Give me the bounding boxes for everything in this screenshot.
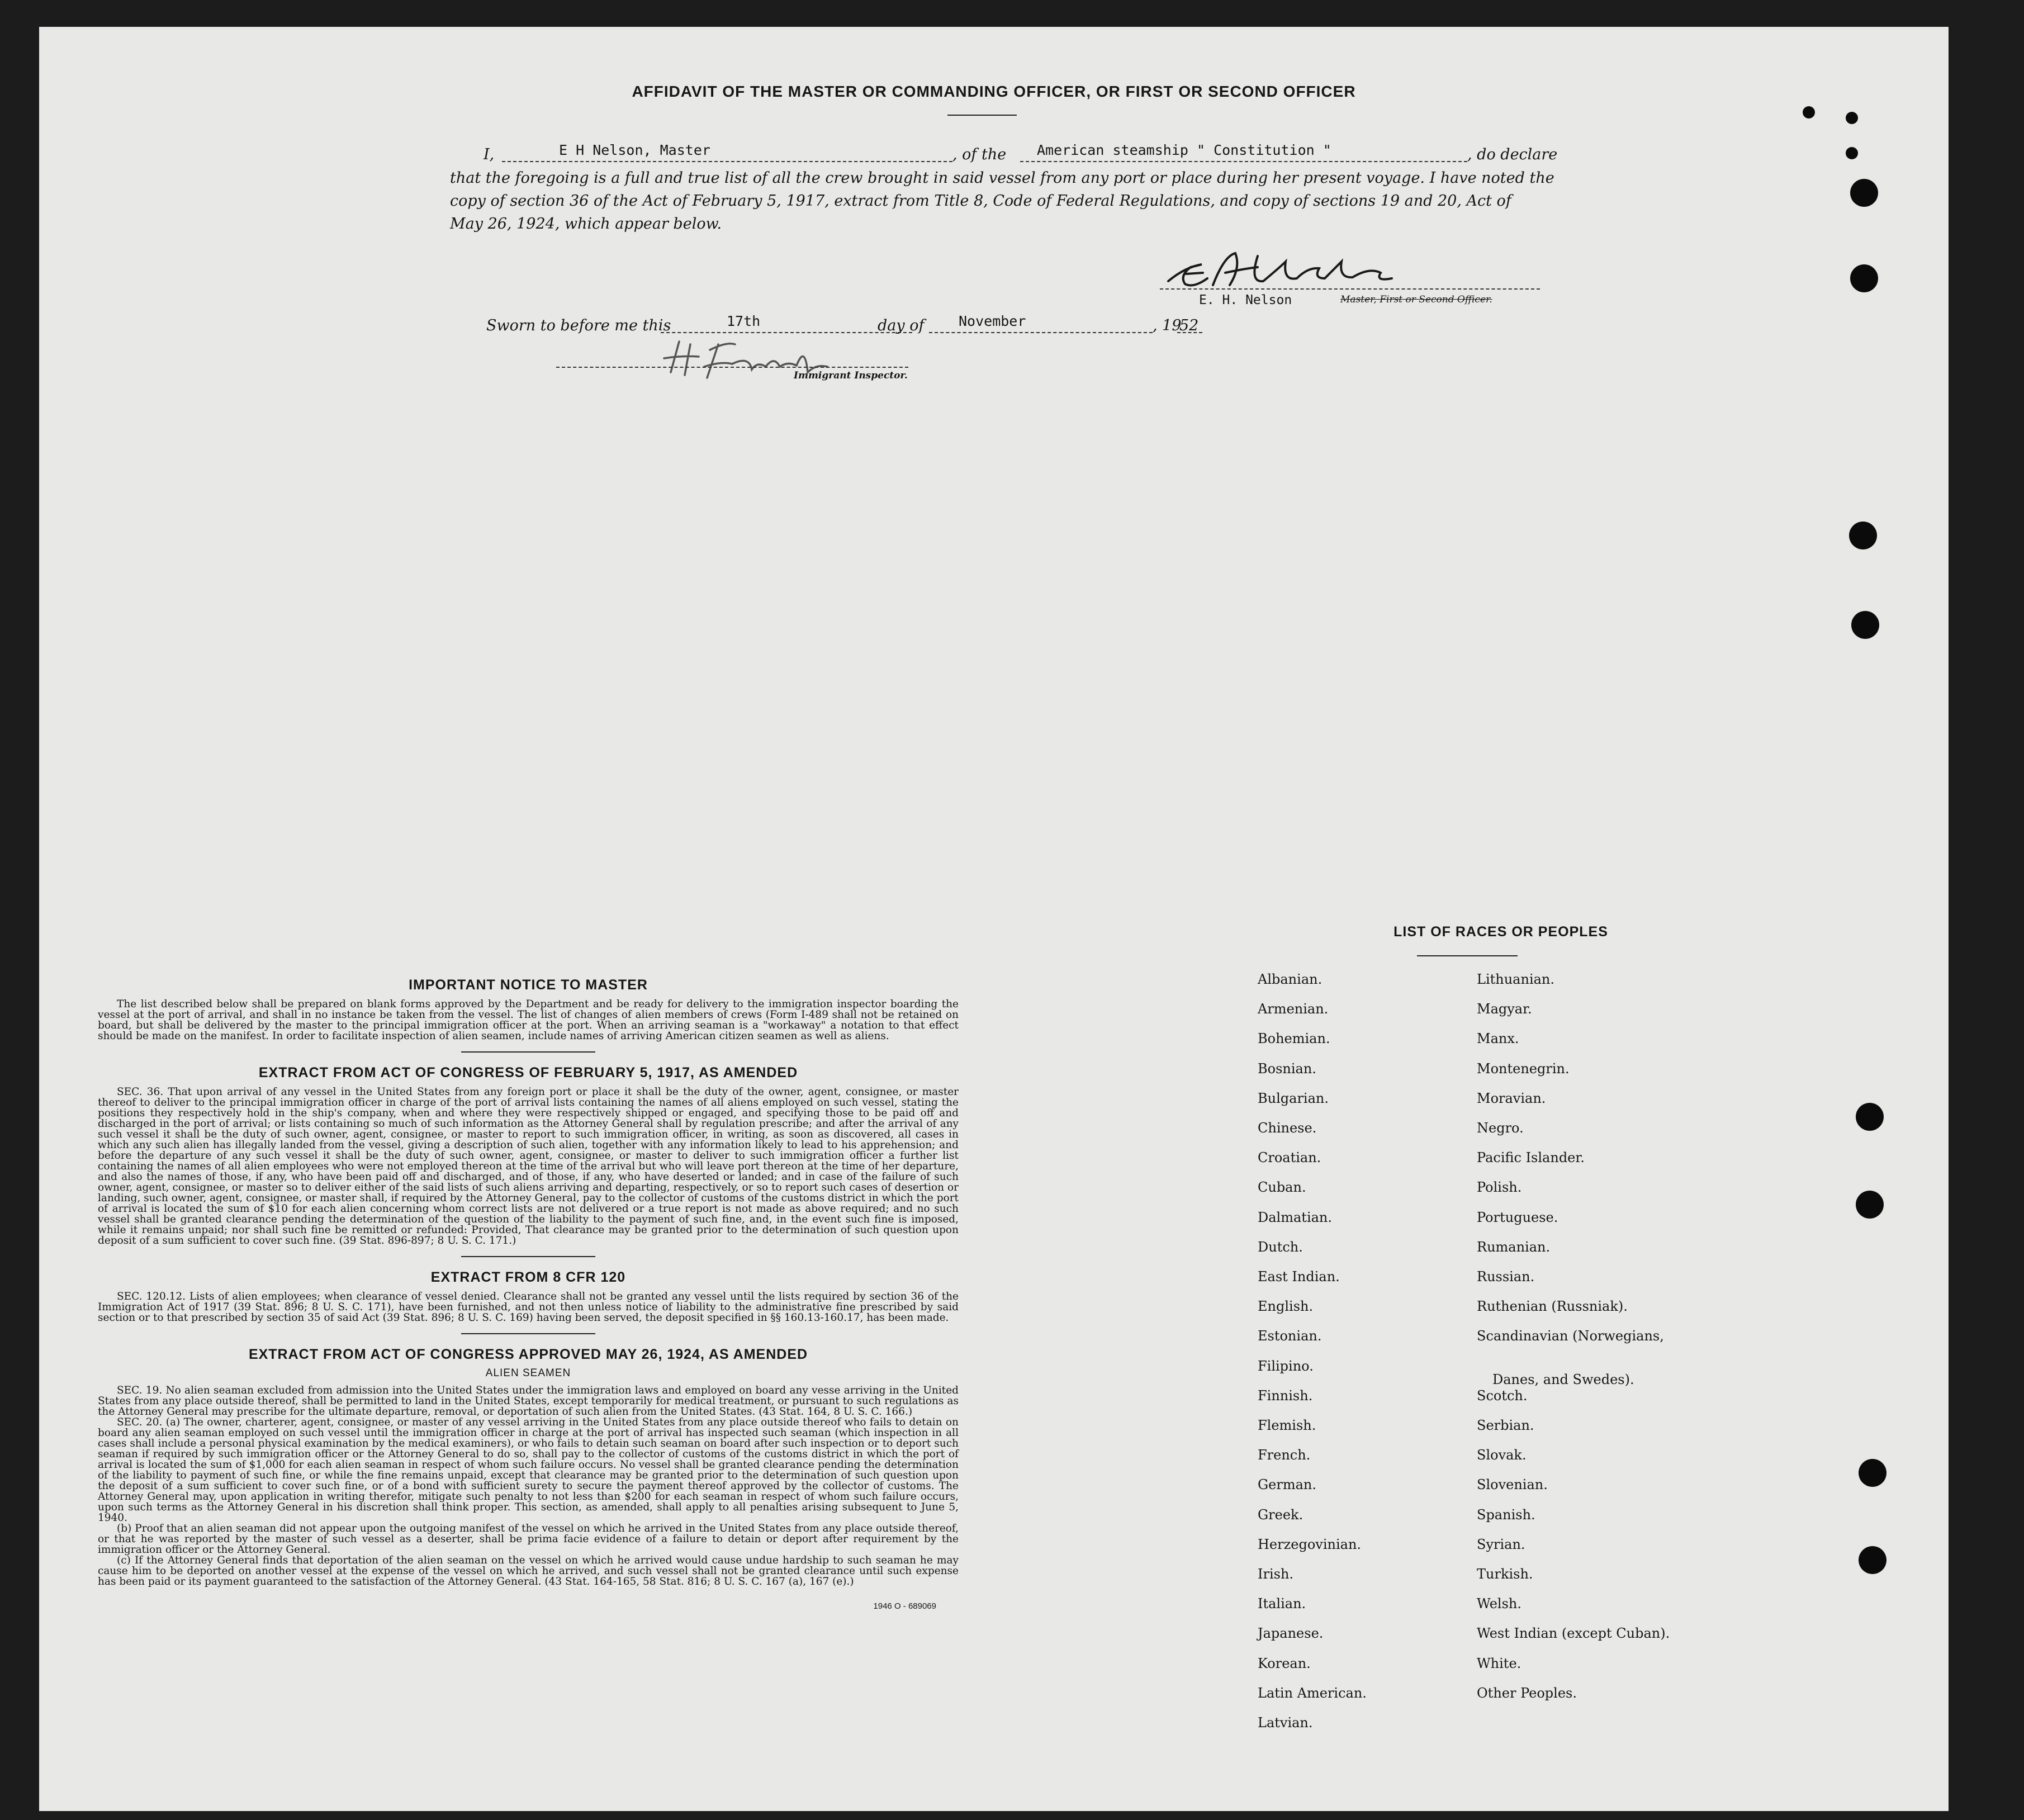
- race-item: Italian.: [1258, 1596, 1306, 1612]
- extract-1917-title: EXTRACT FROM ACT OF CONGRESS OF FEBRUARY 5, 1917, AS AMENDED: [258, 1065, 798, 1080]
- notice-rule: [461, 1051, 595, 1053]
- extract-1924-title: EXTRACT FROM ACT OF CONGRESS APPROVED MAY 26, 1924, AS AMENDED: [248, 1347, 808, 1362]
- sec19-text: SEC. 19. No alien seaman excluded from admission into the United States under the immigration laws and employed on board any vesse arriving in the United States from any place outside thereof, shall be permitted to land in the United States, except temporarily for medical treatment, or pursuant to such regulations as the Attorney General may prescribe for the ultimate departure, removal, or deportation of such alien from the United States. (43 Stat. 164, 8 U. S. C. 166.): [98, 1385, 959, 1418]
- race-item: Greek.: [1258, 1506, 1303, 1523]
- extract-1917-rule: [461, 1256, 595, 1257]
- race-item: Ruthenian (Russniak).: [1477, 1298, 1628, 1315]
- day-of-label: day of: [878, 317, 925, 334]
- vessel-line: [1020, 161, 1467, 162]
- race-item: English.: [1258, 1298, 1314, 1315]
- race-item: Scandinavian (Norwegians,: [1477, 1328, 1664, 1344]
- extract-cfr-text: SEC. 120.12. Lists of alien employees; when clearance of vessel denied. Clearance shall not be granted any vessel until the lists required by section 36 of the Immigration Act of 1917 (39 Stat. 896; 8 U. S. C. 171), have been furnished, and not then unless notice of liability to the administrative fine prescribed by said section or to that prescribed by section 35 of said Act (39 Stat. 896; 8 U. S. C. 169) having been served, the deposit specified in §§ 160.13-160.17, has been made.: [98, 1291, 959, 1324]
- binder-hole: [1859, 1459, 1886, 1487]
- alien-seamen-subtitle: ALIEN SEAMEN: [485, 1367, 571, 1379]
- extract-1917-text: SEC. 36. That upon arrival of any vessel in the United States from any foreign port or place it shall be the duty of the owner, agent, consignee, or master thereof to deliver to the principal immigration officer in charge of the port of arrival lists containing the names of all aliens employed on such vessel, stating the positions they respectively hold in the ship's company, when and where they were respectively shipped or engaged, and specifying those to be paid off and discharged in the port of arrival; or lists containing so much of such information as the Attorney General shall by regulation prescribe; and after the arrival of any such vessel it shall be the duty of such owner, agent, consignee, or master to report to such immigration officer, in writing, as soon as discovered, all cases in which any such alien has illegally landed from the vessel, giving a description of such alien, together with any information likely to lead to his apprehension; and before the departure of any such vessel it shall be the duty of such owner, agent, consignee, or master to deliver to such immigration officer a further list containing the names of all alien employees who were not employed thereon at the time of the arrival but who will leave port thereon at the time of her departure, and also the names of those, if any, who have been paid off and discharged, and of those, if any, who have deserted or landed; and in case of the failure of such owner, agent, consignee, or master so to deliver either of the said lists of such aliens arriving and departing, respectively, or so to report such cases of desertion or landing, such owner, agent, consignee, or master shall, if required by the Attorney General, pay to the collector of customs of the customs district in which the port of arrival is located the sum of $10 for each alien concerning whom correct lists are not delivered or a true report is not made as above required; and no such vessel shall be granted clearance pending the determination of the question of the liability to the payment of such fine, and, in the event such fine is imposed, while it remains unpaid; nor shall such fine be remitted or refunded: Provided, That clearance may be granted prior to the determination of such question upon deposit of a sum sufficient to cover such fine. (39 Stat. 896-897; 8 U. S. C. 171.): [98, 1086, 959, 1246]
- title-rule: [947, 115, 1017, 116]
- signature-typed-name: E. H. Nelson: [1199, 293, 1292, 307]
- race-item: West Indian (except Cuban).: [1477, 1625, 1670, 1642]
- sec20b-text: (b) Proof that an alien seaman did not appear upon the outgoing manifest of the vessel on which he arrived in the United States from any place outside thereof, or that he was reported by the master of such vessel as a deserter, shall be prima facie evidence of a failure to detain or deport after requirement by the immigration officer or the Attorney General.: [98, 1523, 959, 1556]
- race-item: Montenegrin.: [1477, 1060, 1570, 1077]
- race-item: Danes, and Swedes).: [1492, 1371, 1634, 1387]
- race-item: Herzegovinian.: [1258, 1536, 1362, 1552]
- race-item: Spanish.: [1477, 1506, 1535, 1523]
- sworn-year-line: [1177, 332, 1202, 333]
- document-page: [39, 27, 1949, 1811]
- race-item: Portuguese.: [1477, 1209, 1558, 1225]
- race-item: Finnish.: [1258, 1387, 1313, 1404]
- binder-hole: [1859, 1546, 1886, 1574]
- race-item: Korean.: [1258, 1655, 1311, 1671]
- extract-cfr-title: EXTRACT FROM 8 CFR 120: [430, 1269, 626, 1285]
- affidavit-title: AFFIDAVIT OF THE MASTER OR COMMANDING OFFICER, OR FIRST OR SECOND OFFICER: [632, 83, 1356, 100]
- race-item: East Indian.: [1258, 1269, 1340, 1285]
- race-item: Slovenian.: [1477, 1477, 1548, 1493]
- sworn-month-field: November: [959, 313, 1026, 329]
- notice-title: IMPORTANT NOTICE TO MASTER: [409, 977, 648, 993]
- race-item: Croatian.: [1258, 1150, 1321, 1166]
- race-item: Japanese.: [1258, 1625, 1324, 1642]
- race-item: Cuban.: [1258, 1179, 1306, 1196]
- master-name-field: E H Nelson, Master: [559, 142, 710, 158]
- race-item: Filipino.: [1258, 1358, 1314, 1374]
- signature-caption: Master, First or Second Officer.: [1340, 294, 1492, 305]
- race-item: Flemish.: [1258, 1418, 1316, 1433]
- races-title: LIST OF RACES OR PEOPLES: [1393, 924, 1608, 940]
- race-item: Dalmatian.: [1258, 1209, 1333, 1225]
- race-item: Albanian.: [1258, 971, 1323, 987]
- sec20a-text: SEC. 20. (a) The owner, charterer, agent, consignee, or master of any vessel arriving in the United States from any place outside thereof who fails to detain on board any alien seaman employed on such vessel until the immigration officer in charge at the port of arrival has inspected such seaman (which inspection in all cases shall include a personal physical examination by the medical examiners), or who fails to detain such seaman on board after such inspection or to deport such seaman if required by such immigration officer or the Attorney General to do so, shall pay to the collector of customs of the customs district in which the port of arrival is located the sum of $1,000 for each alien seaman in respect of whom such failure occurs. No vessel shall be granted clearance pending the determination of the liability to payment of such fine, or while the fine remains unpaid, except that clearance may be granted prior to the determination of such question upon the deposit of a sum sufficient to cover such fine, or of a bond with sufficient surety to secure the payment thereof approved by the collector of customs. The Attorney General may, upon application in writing therefor, mitigate such penalty to not less than $200 for each seaman in respect of whom such failure occurs, upon such terms as the Attorney General in his discretion shall think proper. This section, as amended, shall apply to all penalties arising subsequent to June 5, 1940.: [98, 1416, 959, 1524]
- race-item: Latvian.: [1258, 1715, 1313, 1731]
- race-item: Manx.: [1477, 1031, 1519, 1047]
- affidavit-body-1: that the foregoing is a full and true list of all the crew brought in said vessel from any port or place during her present voyage. I have noted the: [450, 169, 1554, 187]
- binder-hole: [1856, 1103, 1884, 1131]
- master-name-line: [502, 161, 952, 162]
- binder-hole: [1846, 112, 1858, 124]
- race-item: Irish.: [1258, 1566, 1294, 1582]
- binder-hole: [1803, 106, 1815, 119]
- sworn-month-line: [929, 332, 1153, 333]
- binder-hole: [1856, 1191, 1884, 1219]
- race-item: Turkish.: [1477, 1566, 1533, 1582]
- race-item: Lithuanian.: [1477, 971, 1555, 987]
- notice-text: The list described below shall be prepared on blank forms approved by the Department and be ready for delivery to the immigration inspector boarding the vessel at the port of arrival, and shall in no instance be taken from the vessel. The list of changes of alien members of crews (Form I-489 shall not be retained on board, but shall be delivered by the master to the principal immigration officer at the port. When an arriving seaman is a "workaway" a notation to that effect should be made on the manifest. In order to facilitate inspection of alien seamen, include names of arriving American citizen seamen as well as aliens.: [98, 998, 959, 1042]
- race-item: Bohemian.: [1258, 1031, 1330, 1047]
- race-item: Moravian.: [1477, 1090, 1546, 1106]
- race-item: Estonian.: [1258, 1328, 1322, 1344]
- race-item: Scotch.: [1477, 1387, 1528, 1404]
- declare-label: , do declare: [1467, 146, 1558, 163]
- race-item: Russian.: [1477, 1269, 1535, 1285]
- binder-hole: [1849, 522, 1877, 549]
- race-item: Syrian.: [1477, 1536, 1525, 1552]
- of-the-label: , of the: [952, 146, 1007, 163]
- race-item: Polish.: [1477, 1179, 1522, 1196]
- race-item: German.: [1258, 1477, 1316, 1493]
- vessel-field: American steamship " Constitution ": [1037, 142, 1331, 158]
- year-prefix: , 19: [1153, 317, 1182, 334]
- affidavit-body-2: copy of section 36 of the Act of February 5, 1917, extract from Title 8, Code of Federal Regulations, and copy of sections 19 and 20, Act of: [450, 192, 1511, 210]
- inspector-caption: Immigrant Inspector.: [794, 370, 908, 381]
- binder-hole: [1846, 147, 1858, 159]
- race-item: Latin American.: [1258, 1685, 1367, 1701]
- sworn-day-field: 17th: [727, 313, 761, 329]
- race-item: Slovak.: [1477, 1447, 1527, 1463]
- race-item: Bulgarian.: [1258, 1090, 1329, 1106]
- binder-hole: [1850, 264, 1878, 292]
- race-item: Serbian.: [1477, 1418, 1534, 1433]
- race-item: French.: [1258, 1447, 1311, 1463]
- sworn-year-field: 52: [1179, 317, 1199, 334]
- race-item: Chinese.: [1258, 1120, 1317, 1136]
- print-code: 1946 O - 689069: [873, 1601, 936, 1611]
- sec20c-text: (c) If the Attorney General finds that deportation of the alien seaman on the vessel on which he arrived would cause undue hardship to such seaman he may cause him to be deported on another vessel at the expense of the vessel on which he arrived, and such vessel shall not be granted clearance until such expense has been paid or its payment guaranteed to the satisfaction of the Attorney General. (43 Stat. 164-165, 58 Stat. 816; 8 U. S. C. 167 (a), 167 (e).): [98, 1554, 959, 1587]
- sworn-label: Sworn to before me this: [486, 317, 671, 334]
- affidavit-i-label: I,: [484, 146, 495, 163]
- race-item: Other Peoples.: [1477, 1685, 1577, 1701]
- binder-hole: [1850, 179, 1878, 207]
- race-item: Magyar.: [1477, 1001, 1532, 1017]
- race-item: Dutch.: [1258, 1239, 1303, 1255]
- notices-column: [98, 977, 959, 1611]
- affidavit-body-3: May 26, 1924, which appear below.: [450, 215, 722, 233]
- races-title-rule: [1417, 955, 1518, 956]
- race-item: Negro.: [1477, 1120, 1524, 1136]
- race-item: Bosnian.: [1258, 1060, 1316, 1077]
- race-item: Rumanian.: [1477, 1239, 1551, 1255]
- race-item: Welsh.: [1477, 1596, 1521, 1612]
- race-item: Pacific Islander.: [1477, 1150, 1585, 1166]
- extract-cfr-rule: [461, 1333, 595, 1334]
- binder-hole: [1851, 611, 1879, 639]
- race-item: White.: [1477, 1655, 1521, 1671]
- race-item: Armenian.: [1258, 1001, 1329, 1017]
